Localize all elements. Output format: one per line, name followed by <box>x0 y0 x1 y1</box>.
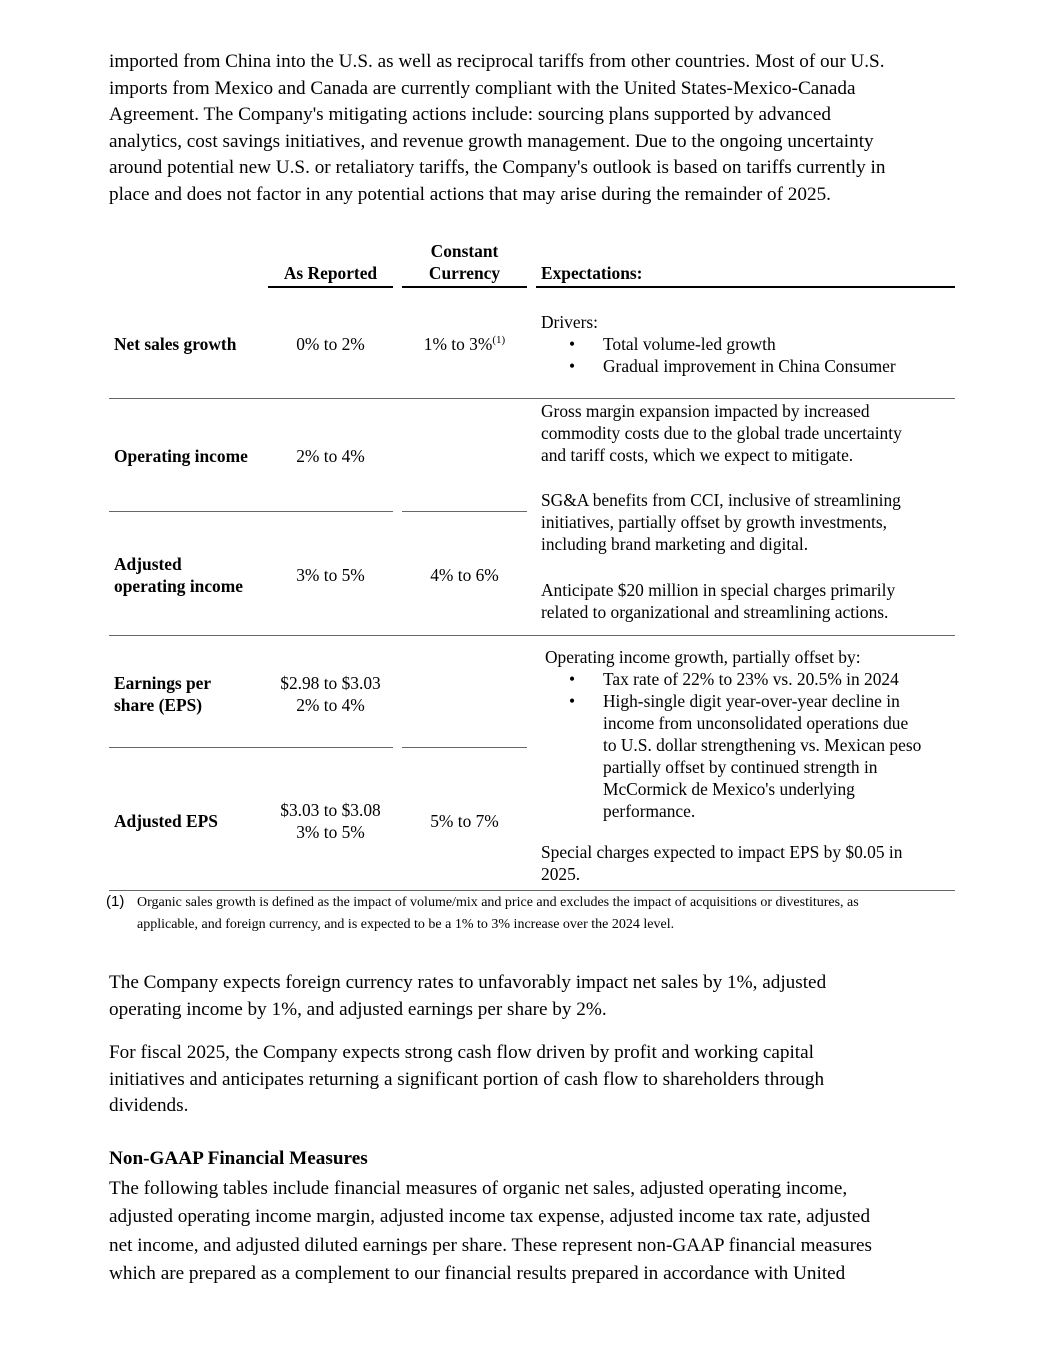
text-line: Agreement. The Company's mitigating actions include: sourcing plans supported by advanced <box>109 104 831 126</box>
row-divider <box>109 747 393 748</box>
text-line: High-single digit year-over-year decline in <box>603 691 900 711</box>
text-line: net income, and adjusted diluted earnings per share. These represent non-GAAP financial measures <box>109 1234 872 1256</box>
text-line: operating income by 1%, and adjusted earnings per share by 2%. <box>109 998 607 1020</box>
text-line: Organic sales growth is defined as the impact of volume/mix and price and excludes the impact of acquisitions or divestitures, as <box>137 895 859 910</box>
header-line: Currency <box>428 263 501 283</box>
net-sales-constant <box>402 333 527 355</box>
adj-operating-income-as-reported: 3% to 5% <box>296 565 365 585</box>
value-line: 2% to 4% <box>296 695 365 715</box>
row-divider <box>109 635 955 636</box>
text-line: adjusted operating income margin, adjusted income tax expense, adjusted income tax rate, adjusted <box>109 1206 871 1228</box>
text-line: McCormick de Mexico's underlying <box>603 779 855 799</box>
header-expectations: Expectations: <box>541 263 643 283</box>
eps-bullet <box>603 690 963 822</box>
label-line: Adjusted <box>114 554 182 574</box>
header-line: Constant <box>430 241 499 261</box>
gross-margin-text <box>541 400 961 466</box>
driver-bullet: Total volume-led growth <box>603 334 776 354</box>
text-line: place and does not factor in any potential actions that may arise during the remainder of 2025. <box>109 183 831 205</box>
row-label-adj-operating-income <box>114 553 243 597</box>
text-line: around potential new U.S. or retaliatory tariffs, the Company's outlook is based on tariffs currently in <box>109 157 886 179</box>
label-line: Earnings per <box>114 673 212 693</box>
row-divider <box>402 747 527 748</box>
header-rule <box>402 286 527 288</box>
drivers-label: Drivers: <box>541 312 598 332</box>
text-line: partially offset by continued strength in <box>603 757 878 777</box>
fx-paragraph <box>109 970 959 1023</box>
eps-intro-text: Operating income growth, partially offset by: <box>545 647 861 667</box>
text-line: Gross margin expansion impacted by increased <box>541 401 870 421</box>
text-line: which are prepared as a complement to our financial results prepared in accordance with United <box>109 1263 846 1285</box>
text-line: initiatives and anticipates returning a significant portion of cash flow to shareholders through <box>109 1068 825 1090</box>
bullet-mark: • <box>569 356 576 376</box>
text-line: performance. <box>603 801 696 821</box>
non-gaap-paragraph <box>109 1175 959 1289</box>
footnote-text <box>137 892 957 936</box>
bullet-mark: • <box>569 669 576 689</box>
bullet-mark: • <box>569 691 576 711</box>
label-line: share (EPS) <box>114 695 203 715</box>
net-sales-as-reported: 0% to 2% <box>296 334 365 354</box>
row-label-adj-eps: Adjusted EPS <box>114 811 218 831</box>
operating-income-as-reported: 2% to 4% <box>296 446 365 466</box>
value: 1% to 3% <box>423 334 493 354</box>
adj-eps-as-reported <box>268 799 393 843</box>
intro-paragraph <box>109 49 959 209</box>
header-constant-currency <box>402 240 527 284</box>
text-line: Special charges expected to impact EPS by $0.05 in <box>541 842 903 862</box>
special-charges-text <box>541 579 961 623</box>
row-label-operating-income: Operating income <box>114 446 248 466</box>
text-line: applicable, and foreign currency, and is expected to be a 1% to 3% increase over the 2024 level. <box>137 917 675 932</box>
text-line: SG&A benefits from CCI, inclusive of streamlining <box>541 490 901 510</box>
footnote-ref: (1) <box>492 334 506 347</box>
eps-as-reported <box>268 672 393 716</box>
sga-text <box>541 489 961 555</box>
text-line: related to organizational and streamlining actions. <box>541 602 889 622</box>
row-label-eps <box>114 672 211 716</box>
text-line: imports from Mexico and Canada are currently compliant with the United States-Mexico-Canada <box>109 77 856 99</box>
value-line: $2.98 to $3.03 <box>280 673 381 693</box>
driver-bullet: Gradual improvement in China Consumer <box>603 356 896 376</box>
text-line: analytics, cost savings initiatives, and revenue growth management. Due to the ongoing uncertainty <box>109 130 874 152</box>
eps-bullet: Tax rate of 22% to 23% vs. 20.5% in 2024 <box>603 669 899 689</box>
text-line: income from unconsolidated operations due <box>603 713 909 733</box>
non-gaap-heading: Non-GAAP Financial Measures <box>109 1148 368 1169</box>
cash-paragraph <box>109 1040 959 1120</box>
footnote-marker: (1) <box>106 893 125 910</box>
adj-operating-income-constant: 4% to 6% <box>430 565 499 585</box>
row-divider <box>109 398 955 399</box>
text-line: initiatives, partially offset by growth investments, <box>541 512 887 532</box>
text-line: imported from China into the U.S. as well as reciprocal tariffs from other countries. Most of our U.S. <box>109 51 885 72</box>
label-line: operating income <box>114 576 243 596</box>
row-label-net-sales: Net sales growth <box>114 334 237 354</box>
text-line: commodity costs due to the global trade uncertainty <box>541 423 902 443</box>
header-as-reported: As Reported <box>283 263 378 283</box>
row-divider <box>402 511 527 512</box>
text-line: to U.S. dollar strengthening vs. Mexican peso <box>603 735 922 755</box>
text-line: including brand marketing and digital. <box>541 534 809 554</box>
text-line: The Company expects foreign currency rates to unfavorably impact net sales by 1%, adjusted <box>109 972 827 993</box>
adj-eps-constant: 5% to 7% <box>430 811 499 831</box>
eps-special-charges-text <box>541 841 961 885</box>
table-bottom-rule <box>109 890 955 891</box>
value-line: $3.03 to $3.08 <box>280 800 381 820</box>
text-line: 2025. <box>541 864 581 884</box>
row-divider <box>109 511 393 512</box>
bullet-mark: • <box>569 334 576 354</box>
text-line: Anticipate $20 million in special charges primarily <box>541 580 896 600</box>
text-line: For fiscal 2025, the Company expects strong cash flow driven by profit and working capital <box>109 1042 814 1063</box>
header-rule <box>536 286 955 288</box>
text-line: dividends. <box>109 1095 189 1117</box>
text-line: and tariff costs, which we expect to mitigate. <box>541 445 854 465</box>
text-line: The following tables include financial measures of organic net sales, adjusted operating income, <box>109 1178 848 1199</box>
value-line: 3% to 5% <box>296 822 365 842</box>
header-rule <box>268 286 393 288</box>
